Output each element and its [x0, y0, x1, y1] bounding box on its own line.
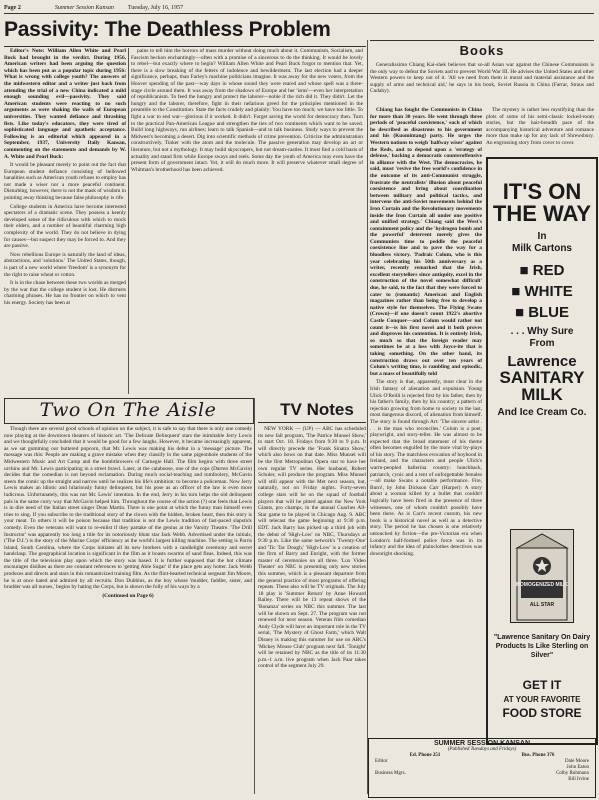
staff-name: Colby Ruhmann: [556, 771, 589, 776]
column-rule: [367, 40, 368, 794]
ad-text: . . . Why Sure: [510, 326, 574, 337]
tv-notes-text: NEW YORK — (UP) — ABC has scheduled its new fall program, 'The Patrice Munsel Show,' to start Oct. 18. Fridays from 9:30 to 9 p.m. It will directly precede the 'Frank Sinatra Show,' which also bows on that date. Miss Munsel will be the first Metropolitan Opera star to have her own regular TV series. Her husband, Robert Schuler, will produce the program. Miss Munsel will still appear with the Met next season, but, naturally, not on Friday nights. Forty-seven college stars will be on the squad of football players that will be pitted against the New York Giants, pro champs, in the annual Coaches All-Star game to be played in Chicago Aug. 9. ABC will telecast the game beginning at 9:30 p.m. EDT. Jack Barry has picked up a third job with the debut of 'High-Low' on NBC, Thursdays at 9:30 p.m. Like the same network's 'Twenty-One' and 'Tic Tac Dough,' 'High-Low' is a creation of the firm of Barry and Enright, with the former master of ceremonies on all three. 'Lux Video Theater' on NBC is presenting only new stories this summer, which is a pleasant departure from the general practice of most programs of offering repeats. These also will be TV originals. The July 18 play is 'Summer Return' by Anne Howard Bailey. There will be 13 repeat shows of the 'Bonanza' series on NBC this summer. The last will be shown on Sept. 27. The program was not renewed for next season. Veteran film comedian Andy Clyde will have an important role in the TV serial, 'The Mystery of Ghost Farm,' which Walt Disney is making this summer for use on ABC's 'Mickey Mouse Club' program next fall. 'Tonight' will be retained by NBC as the title of its 11:30 p.m.-1 a.m. live program when Jack Paar takes control of the segment July 29.: [258, 426, 366, 670]
staff-box: [368, 738, 596, 798]
carton-star-label: ALL STAR: [529, 602, 555, 608]
ad-brand: MILK: [521, 385, 563, 404]
books-lead-text: Generalissimo Chiang Kai-shek believes that so-all Asian war against the Chinese Communists is the only way to defeat the Soviets and to prevent World War III. He advises the United States and other Western powers to keep out of it. 'All we need from them is moral and material assistance and the supply of arms and technical aid,' he says in his book, Soviet Russia in China (Farrar, Straus and Cudahy).: [370, 62, 594, 95]
ad-cta: AT YOUR FAVORITE: [503, 695, 581, 704]
ad-headline: THE WAY: [492, 201, 592, 226]
staff-name: Dale Moore: [564, 759, 589, 764]
editorial-paragraph: It is in the chase between these two worlds as merged by the war that the college student is lost. He distrusts charming phrases. He has no frontier on which to vent his energy. Society has been at: [4, 280, 126, 306]
staff-name: John Eaton: [566, 765, 589, 770]
editorial-paragraph: pains to tell him the horrors of mass murder without doing much about it. Communism, Socialism, and Fascism beckon enchantingly—often with a promise of a sincerous to do the thinking. It would be lovely to rebel—but exactly where to begin? William Allen White and Pearl Buck forgot to mention that. Yet, there is a slow breaking of the fetters of indolence and bewilderment. The last election had a deeper significance, perhaps, than Farley's machine politicians imagine. It was away for the new voters, from the Hoover spending of the past—way days in whose sound they were reared and whose spell was a three-stage circle around them. It was away from the shadows of Europe and her 'isms'—even her interpretation of republicanism. To feed the hungry and protect the laborer—noble if the rich did it. They didn't. Let the hungry and the laborer, therefore, fight in their nefarious greed for the principles mentioned in the preamble to the Constitution. State the facts crudely and plainly: You have too much; we have too little. To fight a war to end war—glorious if it worked. It didn't. Forget saving the world for democracy then. Turn to the practical Pan-American League and strengthen the ties of two continents which want to be saved. Build long highways, run airlines; learn to talk Spanish—and to talk business. Study ways to prevent the Midwest's becoming a desert. Dig into scientific methods of crime prevention. Criticize the administration constructively. Tinker with the atom and the molecule. The passive generation may develop an art or literature, but not a mythology. It may build skyscrapers, but not dream-castles. It must find a cold basis of actuality and stand firm while Europe sways and reels. Some day the youth of America may even have the present form of government intact. Yet, it will do much more. It will preserve whatever small degree of Whitman's brotherhood has been achieved.: [131, 48, 363, 173]
ad-cta: FOOD STORE: [502, 706, 582, 720]
editorial-paragraph: College students in America have become interested spectators of a dramatic scene. They possess a keenly developed sense of the ridiculous with which to mock their elders, and a number of beautiful charming high complexity of the world. They do not believe in dying for causes—but suspect they may be forced to. And they are passive.: [4, 203, 126, 250]
staff-role: Business Mgrs.: [375, 771, 406, 776]
masthead: [4, 3, 594, 14]
review-text: Though there are several good schools of opinion on the subject, it is safe to say that there is only one comedy now playing at the downtown theaters of historic art. 'The Delicate Delinquent' stars the inimitable Jerry Lewis and we thoughtfully concluded that it would be good for a few laughs. However, it became increasingly apparent, as we sat gumming our buttered popcorn, that Mr. Lewis was making his debut in a 'message' picture. The message was this: People are making a grave mistake when they classify in the same pigeonhole students of the Midwestern Music and Art Camp and the bombthrowers of Carnegie Hall. The film begins with three street urchins and Mr. Lewis participating in a street brawl. Later, at the calaboose, one of the cops (Darren McGavin) decides that the comedian is not beyond reclamation. During much social-teaching and tomfoolery, McGavin steers the comic up the straight and narrow until he realizes his life's ambition: to become a policeman. Now Jerry Lewis makes an idiotic and hilariously funny delinquent, but his pose as an officer of the law is even more ludicrous. Unfortunately, this was not Mr. Lewis' intention. In the end, Jerry in his turn helps the old delinquent pals in the same curry way that McGavin helped him. Throughout the course of the action (?) one feels that Lewis is in dire need of the Italian street singer Dean Martin. There is one point at which the funny man himself even tries to sing. If you subscribe to the traditional story of the clown with the hidden, broken heart, then this story is your meat. To others it will be poison because that tradition is not the Lewis tradition of fast-paced slapstick comedy. Even the veterans will want to re-enlist if they partake of the genius at the Varsity Theatre. 'The Drill Instructor' was apparently too long a title for its notoriously blunt star Jack Webb. Advertised under the initials, ('The D.I.') is the story of the Marine Corps' efficiency as the world's largest killing machine. The setting is Parris Island, South Carolina, where the Corps initiates all its new brothers with a candlelight ceremony and secret handclasp. The geographical location is significant in the film as it boasts swarms of sand fleas. Indeed, this was the title of the television play upon which the story was based. It is further supposed that the hot climate encourages dislikes as there are constant references to 'getting Able Sugar' if the place gets any hotter. Jack Webb produces and directs and stars in this romanticized training film. As the flint-hearted technical sergeant Jim Moore, he is at once hated and admired by all recruits. Don Dubbins, as the boy whose 'mudder, faddler, sister, and brudder was all nurses,' begins by hating the Corps, but is shown the folly of his ways by a: [4, 426, 252, 591]
tv-notes-column: [258, 426, 366, 790]
ad-company: And Ice Cream Co.: [497, 407, 587, 418]
ad-color-white: ■ WHITE: [511, 283, 573, 300]
books-lead: [370, 62, 594, 106]
ad-cta: GET IT: [522, 678, 562, 692]
ad-color-red: ■ RED: [519, 262, 565, 279]
editorial-headline: Passivity: The Deathless Problem: [4, 18, 331, 41]
editor-note: Editor's Note: William Allen White and Pearl Buck had brought in the verdict. During 1956, American writers had been arguing the question which has been put as a popular topic during 1956: What is wrong with college youth? The answers of the midwestern editor and a writer just back from attending the trial of a new China indicated a mild enough sounding evil—passivity. They said American students were reacting to no such arguments as were shaking the walls of European universities. They wanted defiance and thrashing fists. Like today's educators, they were tired of sophisticated language and apathetic acceptance. Following is an editorial which appeared in a September, 1937, University Daily Kansan, commenting on the statements and demands by W. A. White and Pearl Buck:: [4, 48, 126, 160]
ad-text: In: [537, 231, 547, 242]
staff-list: [369, 759, 595, 783]
editorial-paragraph: It would be pleasant merely to point out the fact that European student defiance consisting of bellowed banalities such as American youth refuses to employ has not made a wiser nor a more peaceful continent. Disturbing, however, there is not the mask of wisdom in pointing away thinking because false philosophy is rife.: [4, 162, 126, 202]
page-number: Page 2: [4, 5, 21, 11]
staff-name: Bill Irvine: [568, 777, 589, 782]
ad-brand: Lawrence: [507, 353, 577, 370]
business-phone: Bus. Phone 376: [521, 753, 555, 758]
ad-color-blue: ■ BLUE: [514, 304, 570, 321]
milk-carton-illustration: [510, 529, 574, 623]
milk-advertisement: [486, 157, 598, 745]
divider: [370, 40, 594, 41]
editorial-column-1: [4, 48, 126, 396]
staff-title: SUMMER SESSION KANSAN: [433, 740, 531, 747]
books-review: The mystery is rather less mystifying than the plots of some of his semi-classic locked-room stories, but the hair-breadth pace of the accompanying historical adventure and romance more than make up for any lack of Shrewsbury. An engrossing story from cover to cover.: [486, 107, 594, 146]
books-title: Books: [459, 43, 505, 58]
ad-text: From: [529, 338, 555, 349]
books-column-1: [370, 107, 482, 737]
ad-headline: IT'S ON: [502, 179, 582, 204]
staff-subtitle: (Published Tuesdays and Fridays): [447, 747, 517, 752]
carton-label: HOMOGENIZED MILK: [516, 582, 568, 588]
ad-text: Milk Cartons: [511, 243, 572, 254]
editorial-paragraph: Now rebellious Europe is naturally the land of ideas, abstractions, and 'solutions.' The United States, though, is part of a new world where 'freedom' is a synonym for the right to raise wheat or cotton.: [4, 251, 126, 278]
aisle-title: Two On The Aisle: [39, 399, 217, 421]
editorial-column-2: [131, 48, 363, 396]
column-rule: [254, 398, 255, 794]
continued-note: (Continued on Page 6): [102, 592, 154, 599]
divider: [258, 422, 366, 423]
ad-quote: "Lawrence Sanitary On Dairy Products Is Like Sterling on Silver": [493, 634, 591, 659]
issue-date: Tuesday, July 16, 1957: [127, 5, 184, 11]
books-column-2: [486, 107, 594, 155]
paper-name: Summer Session Kansan: [54, 5, 114, 11]
staff-role: [375, 777, 480, 783]
books-review: The story is that, apparently, most clear in the Irish fantasy of alienation and expulsion. Young Ulick O'Reilli is rejected first by his father, then by his father's family, then by his country; a pattern of rejection growing from home to society to the last, most dangerous discord, of alienation from himself. The story is found through Art: 'The sincere artist . . . is the man who reconciles.' Colum is a poet, playwright, and story-teller. He was almost to be expected that the broad statement of his theme often becomes engulfed by the more vital by-plays of his story. The matchless evocation of boyhood in Ireland, and the characters and people Ulick's warm-peopled ballerina country: hunchback, patriarch, cynic and a tent of unforgettable females—all make Swans a notable performance. Fire, Burn!, by John Dickson Carr (Harper): A story about a woman killed by a bullet that couldn't logically have been fired in the presence of three witnesses, one of whom couldn't possibly have been there. As is Carr's recent custom, his new book is a historical novel as well as a detective story. The period he has chosen is one relatively untouched by fiction—the pre-Victorian era when London's half-formed police force was in its infancy and the idea of plainclothes detectives was downright shocking.: [370, 379, 482, 557]
tv-notes-title: TV Notes: [280, 400, 354, 419]
carton-icon: [511, 530, 573, 622]
aisle-review: [4, 426, 252, 788]
staff-role: Editor: [375, 759, 388, 764]
editorial-phone: Ed. Phone 251: [409, 753, 441, 758]
books-review: Chiang has fought the Communists in China for more than 30 years. He went through three periods of 'peaceful coexistence,' each of which he described as disastrous to his government and his (Kuomintang) party. He urges the Western nations to weigh 'halfway wiser' against the Reds, and to depend upon a 'strategy of defense,' backing a democratic counteroffensive in alliance with the West. The democracies, he said, must 'revive the free world's confidence in the outcome of its anti-Communist struggle, frustrate the neutralists' illusion about peaceful coexistence and bring about coordination between military and political tactics, and intervene the anti-Soviet movements behind the Iron Curtain and the Revolutionary movements inside the Iron Curtain all under one positive and unified strategy.' Chiang said the West's containment policy and the 'hydrogen bomb and the powerful' deterrent merely gives the Communists time to peddle the peaceful coexistence line and to pave the way for a bloodless victory. 'Padraic Colum, who is this year celebrating his 50th anniversary as a writer, recently remarked that the Irish, excellent storytellers since antiquity, excel in the construction of the novel somewhat difficult' due, he said, to the fact that they were forced to cater to (romantic) American and English magazines rather than being free to develop a native style for themselves. The Flying Swans (Crown)—if one doesn't count 1922's abortive Castle Conquer—and Colum would rather not count it—is his first novel and it both proves and disproves his contention. It is entirely Irish, so much so that the foreign reader may sometimes be at a loss with Joyce-ite that is taking something. On the other hand, its construction draws out over ten years of Colum's writing time, is rambling and episodic, but a mass of beautifully told: [370, 107, 482, 377]
ad-brand: SANITARY: [499, 368, 585, 387]
divider: [4, 46, 366, 47]
column-rule: [128, 48, 129, 394]
